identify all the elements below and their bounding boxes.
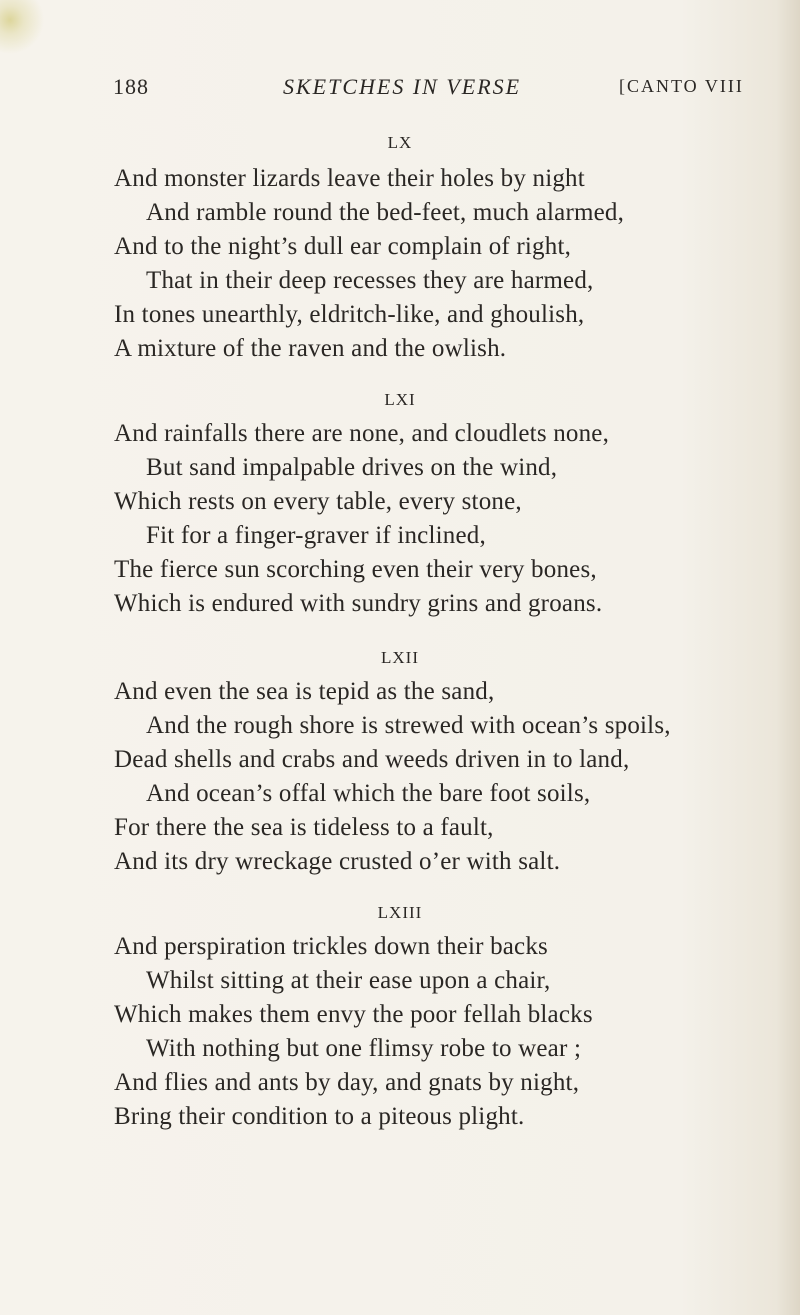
verse-line: That in their deep recesses they are harmed,: [146, 267, 594, 294]
stanza-number: LXI: [384, 390, 416, 409]
verse-line: A mixture of the raven and the owlish.: [114, 335, 507, 362]
verse-line: Bring their condition to a piteous plight.: [114, 1103, 525, 1130]
running-title: SKETCHES IN VERSE: [283, 74, 522, 99]
running-header: [113, 70, 763, 106]
verse-line: Which makes them envy the poor fellah blacks: [114, 1001, 593, 1028]
canto-label: [CANTO VIII: [619, 76, 744, 96]
verse-line: In tones unearthly, eldritch-like, and ghoulish,: [114, 301, 585, 328]
verse-line: Fit for a finger-graver if inclined,: [146, 522, 486, 549]
verse-line: And ocean’s offal which the bare foot soils,: [146, 780, 591, 807]
verse-line: And perspiration trickles down their backs: [114, 933, 548, 960]
verse-line: But sand impalpable drives on the wind,: [146, 454, 558, 481]
verse-line: Dead shells and crabs and weeds driven in to land,: [114, 746, 630, 773]
stanza-number: LXII: [381, 648, 419, 667]
verse-line: And even the sea is tepid as the sand,: [114, 678, 495, 705]
verse-line: And monster lizards leave their holes by night: [114, 165, 585, 192]
verse-line: Which is endured with sundry grins and groans.: [114, 590, 603, 617]
verse-line: For there the sea is tideless to a fault,: [114, 814, 494, 841]
paper-stain: [0, 0, 60, 60]
verse-line: Whilst sitting at their ease upon a chair,: [146, 967, 551, 994]
verse-line: With nothing but one flimsy robe to wear ;: [146, 1035, 582, 1062]
verse-line: Which rests on every table, every stone,: [114, 488, 522, 515]
verse-line: And flies and ants by day, and gnats by night,: [114, 1069, 580, 1096]
verse-line: And its dry wreckage crusted o’er with salt.: [114, 848, 561, 875]
verse-line: And rainfalls there are none, and cloudlets none,: [114, 420, 610, 447]
verse-line: And to the night’s dull ear complain of right,: [114, 233, 572, 260]
page-number: 188: [113, 74, 149, 99]
verse-line: The fierce sun scorching even their very bones,: [114, 556, 597, 583]
verse-line: And the rough shore is strewed with ocean’s spoils,: [146, 712, 671, 739]
verse-line: And ramble round the bed-feet, much alarmed,: [146, 199, 625, 226]
stanza-number: LX: [387, 133, 413, 152]
stanza-number: LXIII: [377, 903, 423, 922]
